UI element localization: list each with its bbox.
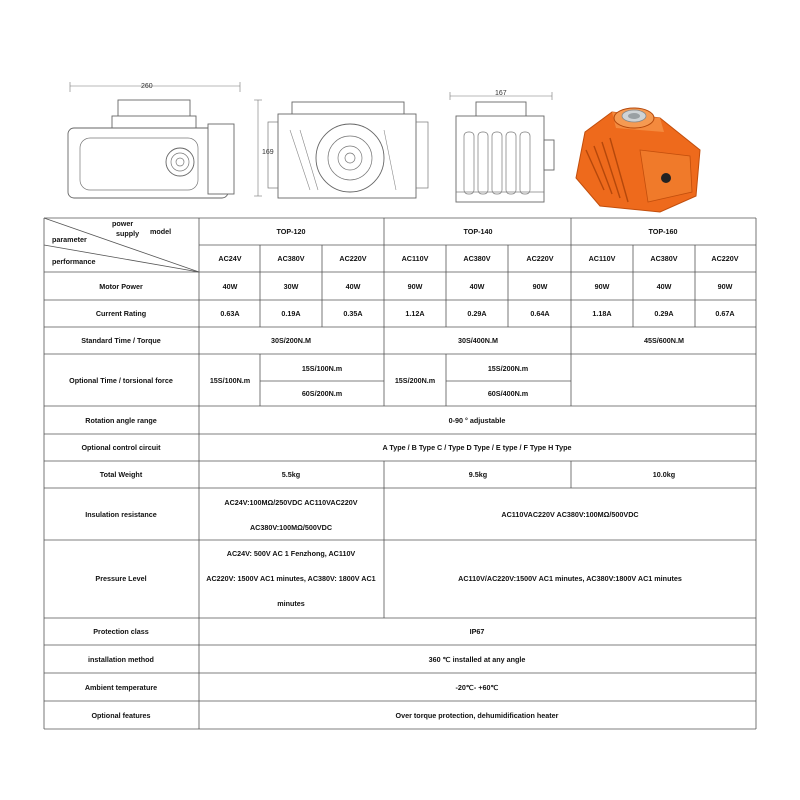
height-dimension: 169 xyxy=(262,149,274,156)
row-label-control-circuit: Optional control circuit xyxy=(81,443,161,452)
protection-value: IP67 xyxy=(469,627,485,636)
motor-power-cell: 40W xyxy=(222,282,238,291)
voltage-cell: AC24V xyxy=(218,254,242,263)
row-label-ambient-temperature: Ambient temperature xyxy=(84,683,158,692)
motor-power-cell: 40W xyxy=(345,282,361,291)
optional-time-cell: 15S/100N.m xyxy=(301,364,343,373)
pressure-left-line3: minutes xyxy=(277,599,305,608)
depth-dimension: 167 xyxy=(495,90,507,97)
row-label-protection-class: Protection class xyxy=(93,627,149,636)
voltage-cell: AC110V xyxy=(401,254,429,263)
weight-cell: 10.0kg xyxy=(652,470,676,479)
control-circuit-value: A Type / B Type C / Type D Type / E type / F Type H Type xyxy=(382,443,572,452)
current-rating-cell: 0.64A xyxy=(530,309,550,318)
ambient-value: -20℃- +60℃ xyxy=(455,683,499,692)
row-label-current-rating: Current Rating xyxy=(95,309,147,318)
header-power-label: power xyxy=(112,219,134,228)
model-top-120: TOP-120 xyxy=(276,227,306,236)
row-label-optional-time: Optional Time / torsional force xyxy=(69,376,173,385)
voltage-cell: AC380V xyxy=(277,254,305,263)
header-model-label: model xyxy=(150,227,172,236)
current-rating-cell: 1.18A xyxy=(592,309,612,318)
pressure-right: AC110V/AC220V:1500V AC1 minutes, AC380V:1800V AC1 minutes xyxy=(458,574,682,583)
row-label-insulation: Insulation resistance xyxy=(85,510,157,519)
current-rating-cell: 0.29A xyxy=(467,309,487,318)
pressure-left-line2: AC220V: 1500V AC1 minutes, AC380V: 1800V AC1 xyxy=(206,574,376,583)
motor-power-cell: 40W xyxy=(469,282,485,291)
row-label-installation: installation method xyxy=(88,655,154,664)
pressure-left-line1: AC24V: 500V AC 1 Fenzhong, AC110V xyxy=(226,549,356,558)
voltage-cell: AC220V xyxy=(526,254,554,263)
insulation-right: AC110VAC220V AC380V:100MΩ/500VDC xyxy=(501,510,639,519)
current-rating-cell: 1.12A xyxy=(405,309,425,318)
row-label-optional-features: Optional features xyxy=(91,711,151,720)
optional-time-cell: 15S/200N.m xyxy=(394,376,436,385)
row-label-standard-time: Standard Time / Torque xyxy=(81,336,161,345)
current-rating-cell: 0.35A xyxy=(343,309,363,318)
voltage-cell: AC220V xyxy=(339,254,367,263)
insulation-left-line2: AC380V:100MΩ/500VDC xyxy=(249,523,333,532)
motor-power-cell: 90W xyxy=(532,282,548,291)
insulation-left-line1: AC24V:100MΩ/250VDC AC110VAC220V xyxy=(224,498,358,507)
motor-power-cell: 90W xyxy=(717,282,733,291)
voltage-cell: AC380V xyxy=(463,254,491,263)
current-rating-cell: 0.19A xyxy=(281,309,301,318)
current-rating-cell: 0.29A xyxy=(654,309,674,318)
current-rating-cell: 0.63A xyxy=(220,309,240,318)
voltage-cell: AC110V xyxy=(588,254,616,263)
voltage-cell: AC220V xyxy=(711,254,739,263)
motor-power-cell: 30W xyxy=(283,282,299,291)
row-label-total-weight: Total Weight xyxy=(99,470,143,479)
rotation-value: 0-90 ° adjustable xyxy=(448,416,506,425)
row-label-rotation: Rotation angle range xyxy=(85,416,157,425)
motor-power-cell: 90W xyxy=(407,282,423,291)
installation-value: 360 ℃ installed at any angle xyxy=(428,655,526,664)
optional-time-cell: 60S/400N.m xyxy=(487,389,529,398)
standard-time-cell: 30S/200N.M xyxy=(271,336,311,345)
row-label-motor-power: Motor Power xyxy=(99,282,143,291)
motor-power-cell: 40W xyxy=(656,282,672,291)
weight-cell: 5.5kg xyxy=(281,470,301,479)
optional-features-value: Over torque protection, dehumidification heater xyxy=(395,711,559,720)
weight-cell: 9.5kg xyxy=(468,470,488,479)
optional-time-cell: 15S/100N.m xyxy=(209,376,251,385)
voltage-cell: AC380V xyxy=(650,254,678,263)
standard-time-cell: 30S/400N.M xyxy=(458,336,498,345)
model-top-140: TOP-140 xyxy=(463,227,493,236)
row-label-pressure-level: Pressure Level xyxy=(95,574,147,583)
optional-time-cell: 60S/200N.m xyxy=(301,389,343,398)
current-rating-cell: 0.67A xyxy=(715,309,735,318)
header-supply-label: supply xyxy=(116,229,140,238)
optional-time-cell: 15S/200N.m xyxy=(487,364,529,373)
header-performance-label: performance xyxy=(52,257,96,266)
header-parameter-label: parameter xyxy=(52,235,87,244)
motor-power-cell: 90W xyxy=(594,282,610,291)
model-top-160: TOP-160 xyxy=(648,227,678,236)
width-dimension: 260 xyxy=(141,83,153,90)
standard-time-cell: 45S/600N.M xyxy=(644,336,684,345)
